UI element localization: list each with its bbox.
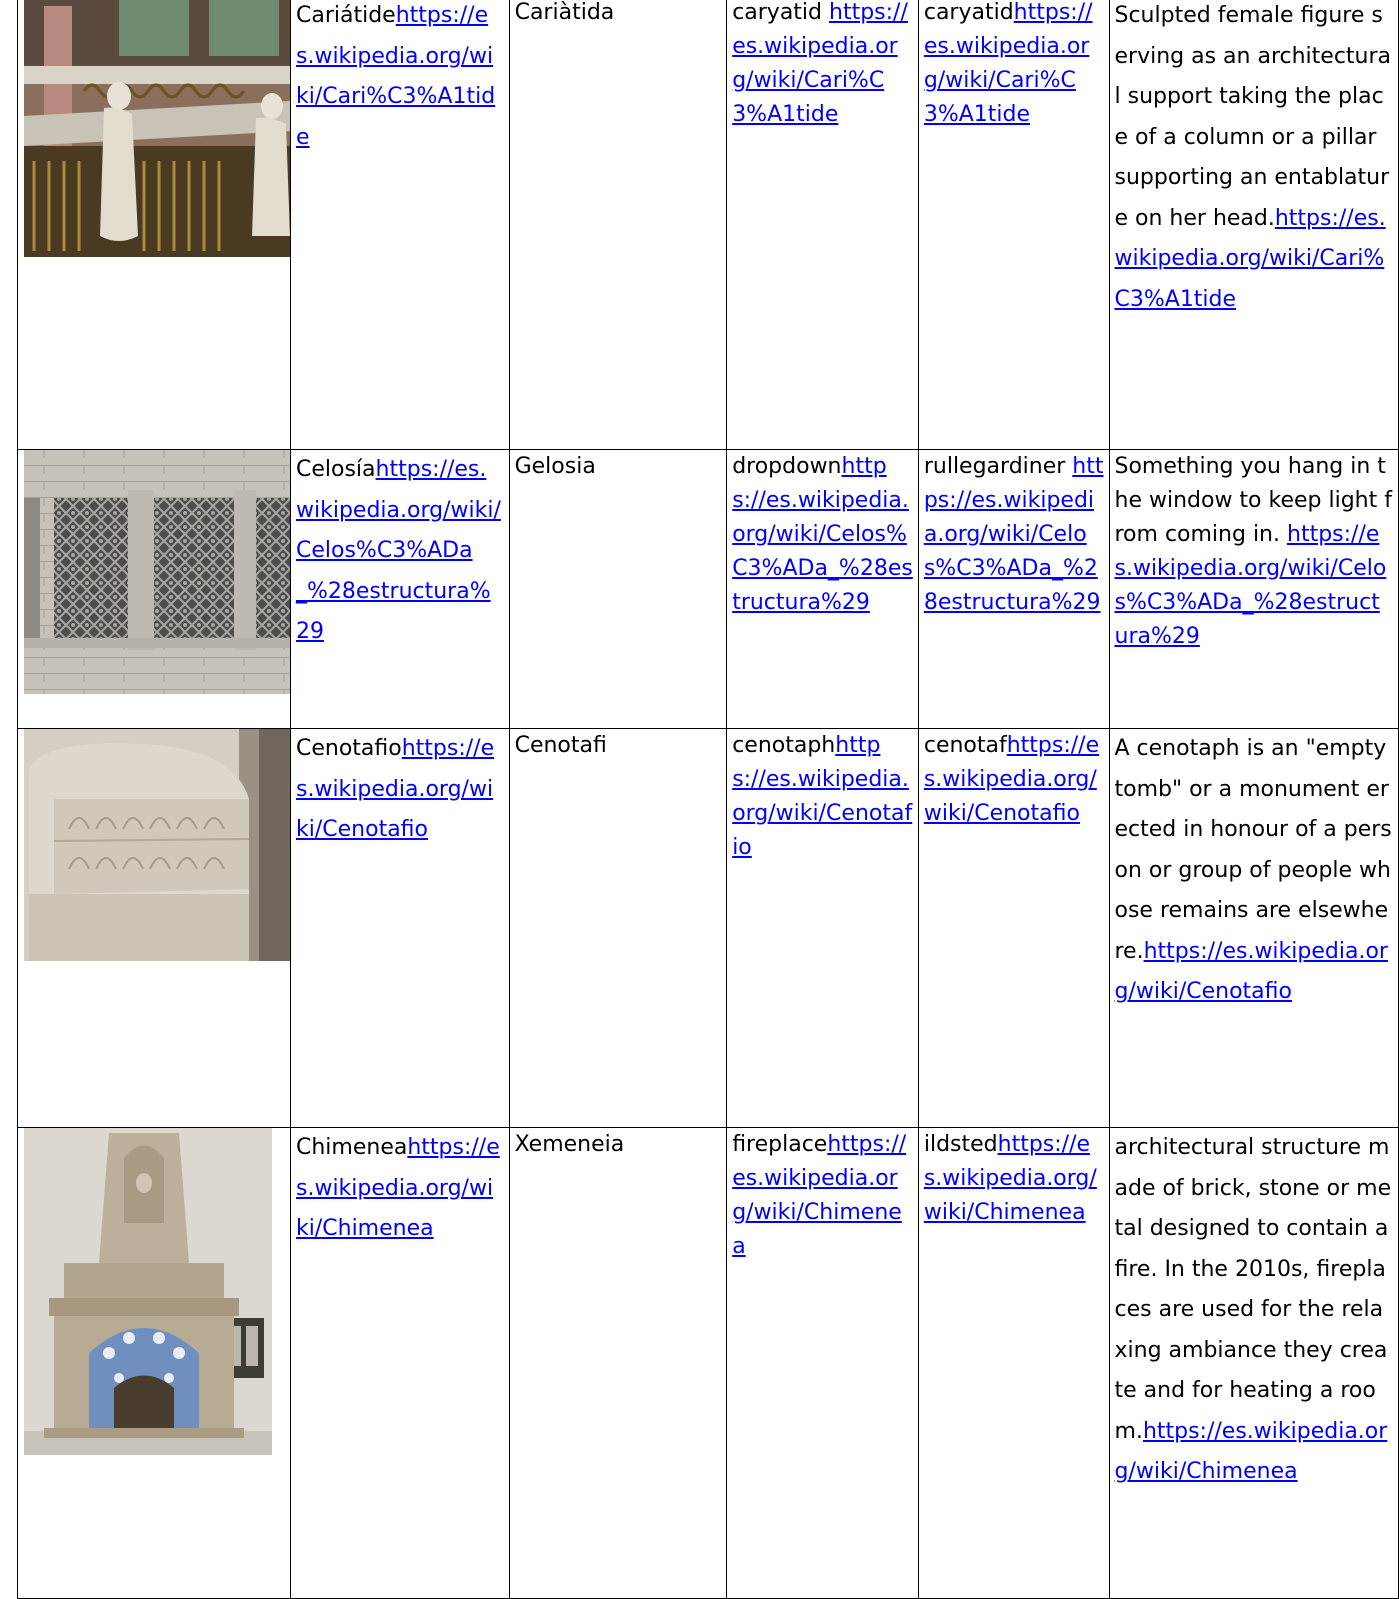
definition-cell bbox=[1109, 450, 1399, 729]
spanish-term-cell bbox=[291, 729, 510, 1128]
english-term-link[interactable]: https://es.wikipedia.org/wiki/Chimenea bbox=[732, 1132, 907, 1259]
danish-term: rullegardiner bbox=[923, 454, 1073, 479]
table-row bbox=[18, 0, 1399, 450]
english-term-cell bbox=[727, 1128, 919, 1599]
danish-term: cenotaf bbox=[923, 733, 1007, 758]
image-cell bbox=[18, 1128, 291, 1599]
definition-cell bbox=[1109, 0, 1399, 450]
definition-text: A cenotaph is an "empty tomb" or a monument erected in honour of a person or group of people whose remains are elsewhere. bbox=[1114, 736, 1392, 964]
spanish-term: Celosía bbox=[296, 457, 376, 482]
danish-term: caryatid bbox=[923, 0, 1014, 25]
definition-text: architectural structure made of brick, stone or metal designed to contain a fire. In the 2010s, fireplaces are used for the relaxing ambiance they create and for heating a room. bbox=[1114, 1135, 1392, 1444]
spanish-term: Cariátide bbox=[296, 3, 396, 28]
spanish-term-link[interactable]: https://es.wikipedia.org/wiki/Cenotafio bbox=[296, 736, 495, 842]
english-term: caryatid bbox=[732, 0, 830, 25]
lattice-screen-photo bbox=[24, 450, 290, 694]
catalan-term: Cariàtida bbox=[514, 0, 615, 25]
danish-term-link[interactable]: https://es.wikipedia.org/wiki/Chimenea bbox=[923, 1132, 1097, 1225]
english-term-cell bbox=[727, 450, 919, 729]
english-term: cenotaph bbox=[732, 733, 836, 758]
spanish-term-cell bbox=[291, 0, 510, 450]
spanish-term-link[interactable]: https://es.wikipedia.org/wiki/Cari%C3%A1tide bbox=[296, 3, 496, 150]
english-term: fireplace bbox=[732, 1132, 828, 1157]
danish-term-link[interactable]: https://es.wikipedia.org/wiki/Cari%C3%A1tide bbox=[923, 0, 1093, 127]
spanish-term-link[interactable]: https://es.wikipedia.org/wiki/Chimenea bbox=[296, 1135, 500, 1241]
definition-link[interactable]: https://es.wikipedia.org/wiki/Cari%C3%A1tide bbox=[1114, 205, 1386, 312]
spanish-term-cell bbox=[291, 450, 510, 729]
cenotaph-photo bbox=[24, 729, 290, 961]
catalan-term-cell bbox=[509, 1128, 727, 1599]
catalan-term: Cenotafi bbox=[514, 733, 607, 758]
definition-text: Something you hang in the window to keep light from coming in. bbox=[1114, 454, 1392, 547]
english-term-link[interactable]: https://es.wikipedia.org/wiki/Celos%C3%ADa_%28estructura%29 bbox=[732, 454, 913, 615]
image-cell bbox=[18, 0, 291, 450]
danish-term-cell bbox=[918, 729, 1109, 1128]
english-term-cell bbox=[727, 729, 919, 1128]
danish-term: ildsted bbox=[923, 1132, 998, 1157]
definition-cell bbox=[1109, 729, 1399, 1128]
image-cell bbox=[18, 450, 291, 729]
caryatid-photo bbox=[24, 0, 290, 257]
danish-term-link[interactable]: https://es.wikipedia.org/wiki/Celos%C3%ADa_%28estructura%29 bbox=[923, 454, 1104, 615]
danish-term-cell bbox=[918, 1128, 1109, 1599]
image-cell bbox=[18, 729, 291, 1128]
fireplace-photo bbox=[24, 1128, 290, 1455]
spanish-term-link[interactable]: https://es.wikipedia.org/wiki/Celos%C3%ADa_%28estructura%29 bbox=[296, 457, 501, 644]
catalan-term-cell bbox=[509, 729, 727, 1128]
definition-text: Sculpted female figure serving as an architectural support taking the place of a column or a pillar supporting an entablature on her head. bbox=[1114, 3, 1392, 231]
english-term-cell bbox=[727, 0, 919, 450]
table-row bbox=[18, 450, 1399, 729]
definition-link[interactable]: https://es.wikipedia.org/wiki/Cenotafio bbox=[1114, 938, 1388, 1004]
definition-link[interactable]: https://es.wikipedia.org/wiki/Chimenea bbox=[1114, 1418, 1388, 1484]
catalan-term-cell bbox=[509, 450, 727, 729]
table-row bbox=[18, 1128, 1399, 1599]
english-term: dropdown bbox=[732, 454, 842, 479]
spanish-term: Cenotafio bbox=[296, 736, 402, 761]
table-row bbox=[18, 729, 1399, 1128]
catalan-term: Gelosia bbox=[514, 454, 596, 479]
english-term-link[interactable]: https://es.wikipedia.org/wiki/Cenotafio bbox=[732, 733, 913, 860]
definition-link[interactable]: https://es.wikipedia.org/wiki/Celos%C3%ADa_%28estructura%29 bbox=[1114, 522, 1387, 649]
english-term-link[interactable]: https://es.wikipedia.org/wiki/Cari%C3%A1tide bbox=[732, 0, 908, 127]
catalan-term: Xemeneia bbox=[514, 1132, 625, 1157]
danish-term-link[interactable]: https://es.wikipedia.org/wiki/Cenotafio bbox=[923, 733, 1100, 826]
catalan-term-cell bbox=[509, 0, 727, 450]
danish-term-cell bbox=[918, 450, 1109, 729]
spanish-term: Chimenea bbox=[296, 1135, 408, 1160]
danish-term-cell bbox=[918, 0, 1109, 450]
spanish-term-cell bbox=[291, 1128, 510, 1599]
definition-cell bbox=[1109, 1128, 1399, 1599]
glossary-table bbox=[17, 0, 1399, 1599]
